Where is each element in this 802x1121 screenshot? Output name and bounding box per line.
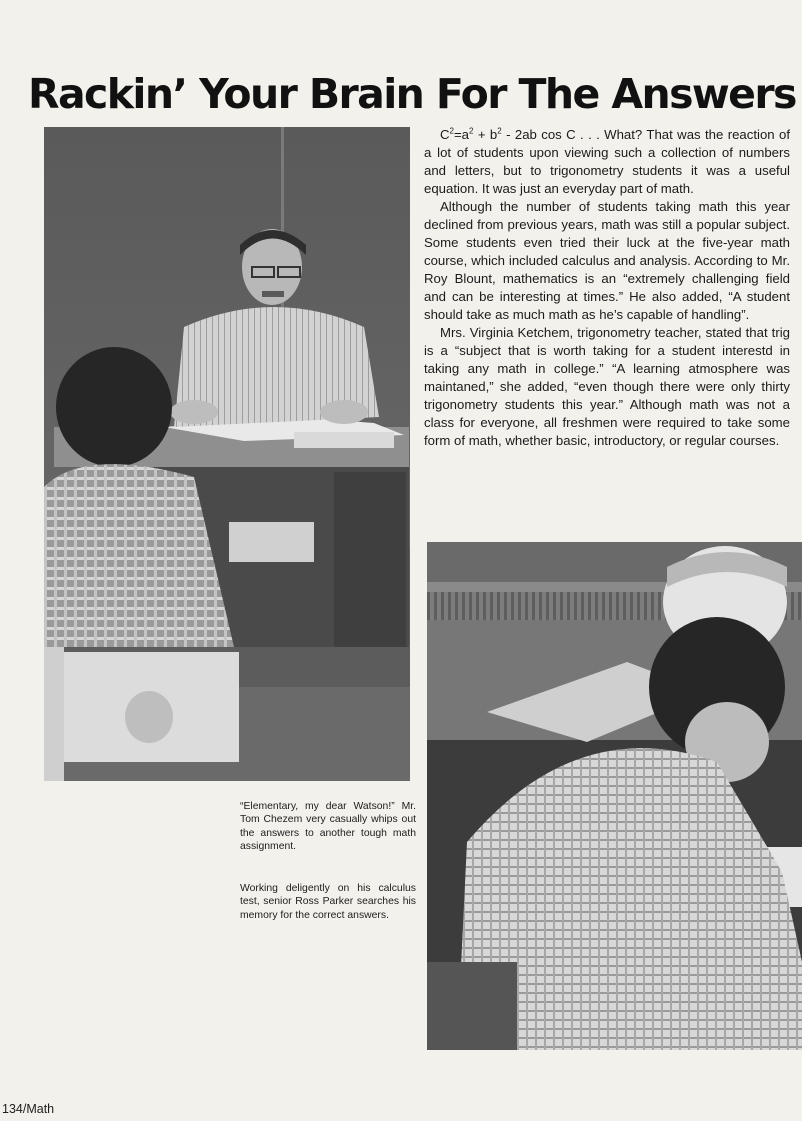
article-paragraph-1: $C^2=a^2 + b^2 - 2ab$ cos C . . . What? That was the reaction of a lot of students upon viewing such a collection of numbers and letters, but to trigonometry students it was a useful equation. It was just an everyday part of math. (424, 126, 790, 196)
article-body (424, 126, 790, 450)
student-photo (427, 542, 802, 1050)
caption-student: Working deligently on his calculus test, senior Ross Parker searches his memory for the correct answers. (240, 883, 416, 921)
caption-teacher: “Elementary, my dear Watson!” Mr. Tom Chezem very casually whips out the answers to another tough math assignment. (240, 801, 416, 853)
article-paragraph-3: Mrs. Virginia Ketchem, trigonometry teacher, stated that trig is a “subject that is worth taking for a student interestd in taking any math in college.” “A learning atmosphere was maintaned,” she added, “even though there were only thirty trigonometry students this year.” Although math was not a class for everyone, all freshmen were required to take some form of math, whether basic, introductory, or regular courses. (424, 325, 790, 448)
equation: $C^2=a^2 + b^2 - 2ab$ cos C . . . (440, 126, 600, 142)
page-number: 134/Math (2, 1102, 55, 1116)
article-paragraph-2: Although the number of students taking math this year declined from previous years, math was still a popular subject. Some students even tried their luck at the five-year math course, which included calculus and analysis. According to Mr. Roy Blount, mathematics is an “extremely challenging field and can be interesting at times.” He also added, “A student should take as much math as he’s capable of handling”. (424, 199, 790, 322)
teacher-photo (44, 127, 410, 781)
headline: Rackin’ Your Brain For The Answers (28, 70, 796, 118)
